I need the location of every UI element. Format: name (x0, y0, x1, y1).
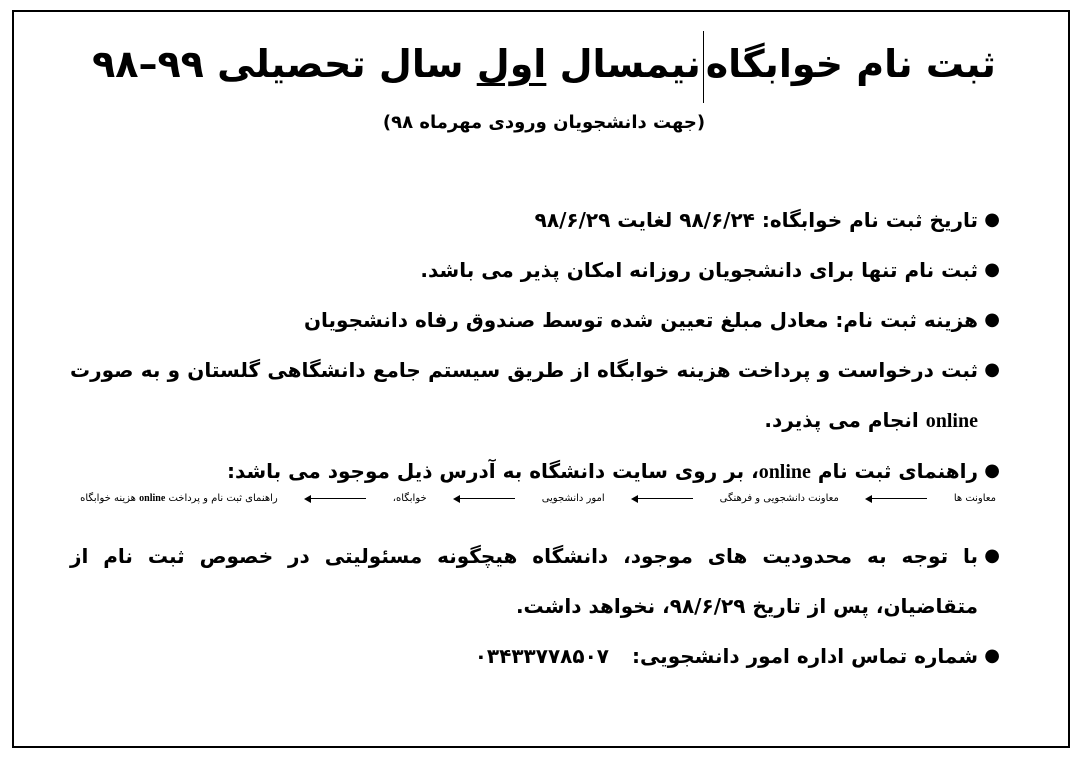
arrow-left-icon (304, 495, 366, 503)
list-item-responsibility (70, 531, 998, 631)
path-step: خوابگاه، (392, 493, 427, 504)
item-latin-word: online (925, 410, 978, 432)
bullet-icon: ● (984, 309, 1000, 330)
path-step-label: راهنمای ثبت نام و پرداخت (168, 493, 278, 504)
item-text-end: انجام می پذیرد. (764, 408, 926, 432)
arrow-left-icon (453, 495, 515, 503)
title-part-2: نیمسال (559, 42, 701, 86)
path-step-end: هزینه خوابگاه (80, 493, 136, 504)
path-step-last (80, 493, 278, 504)
item-text: ثبت درخواست و پرداخت هزینه خوابگاه از طریق سیستم جامع دانشگاهی گلستان و به صورت (70, 358, 978, 382)
item-text: هزینه ثبت نام: معادل مبلغ تعیین شده توسط صندوق رفاه دانشجویان (303, 308, 978, 332)
info-list (70, 195, 998, 681)
bullet-icon: ● (984, 545, 1000, 566)
bullet-icon: ● (984, 359, 1000, 380)
bullet-icon: ● (984, 209, 1000, 230)
contact-phone: ۰۳۴۳۳۷۷۸۵۰۷ (474, 644, 609, 668)
item-text: تاریخ ثبت نام خوابگاه: ۹۸/۶/۲۴ لغایت ۹۸/۶/۲۹ (534, 208, 978, 232)
arrow-left-icon (631, 495, 693, 503)
bullet-icon: ● (984, 259, 1000, 280)
bullet-icon: ● (984, 645, 1000, 666)
list-item-guide (70, 446, 998, 497)
title-underlined-word: اول (476, 42, 547, 86)
list-item-fee (70, 295, 998, 345)
arrow-left-icon (865, 495, 927, 503)
list-item-online-payment (70, 345, 998, 446)
path-step: معاونت ها (953, 493, 996, 504)
contact-label: شماره تماس اداره امور دانشجویی: (631, 644, 978, 668)
path-latin-word: online (139, 493, 166, 504)
page-title (0, 26, 1088, 103)
item-text: با توجه به محدودیت های موجود، دانشگاه هیچگونه مسئولیتی در خصوص ثبت نام از متقاضیان، پس از تاریخ ۹۸/۶/۲۹، نخواهد داشت. (70, 544, 978, 618)
text-cursor-mark (703, 31, 704, 103)
item-text: ثبت نام تنها برای دانشجویان روزانه امکان پذیر می باشد. (420, 258, 978, 282)
item-text: راهنمای ثبت نام (810, 459, 978, 483)
item-latin-word: online (758, 461, 811, 483)
item-text-end: ، بر روی سایت دانشگاه به آدرس ذیل موجود می باشد: (226, 459, 759, 483)
subtitle: (جهت دانشجویان ورودی مهرماه ۹۸) (382, 112, 706, 133)
bullet-icon: ● (984, 460, 1000, 481)
list-item-contact (70, 631, 998, 681)
path-step: امور دانشجویی (541, 493, 605, 504)
title-part-3: سال تحصیلی ۹۹–۹۸ (92, 42, 464, 86)
list-item-eligibility (70, 245, 998, 295)
list-item-dates (70, 195, 998, 245)
path-step: معاونت دانشجویی و فرهنگی (719, 493, 839, 504)
title-part-1: ثبت نام خوابگاه (705, 42, 996, 86)
site-navigation-path (80, 493, 996, 504)
